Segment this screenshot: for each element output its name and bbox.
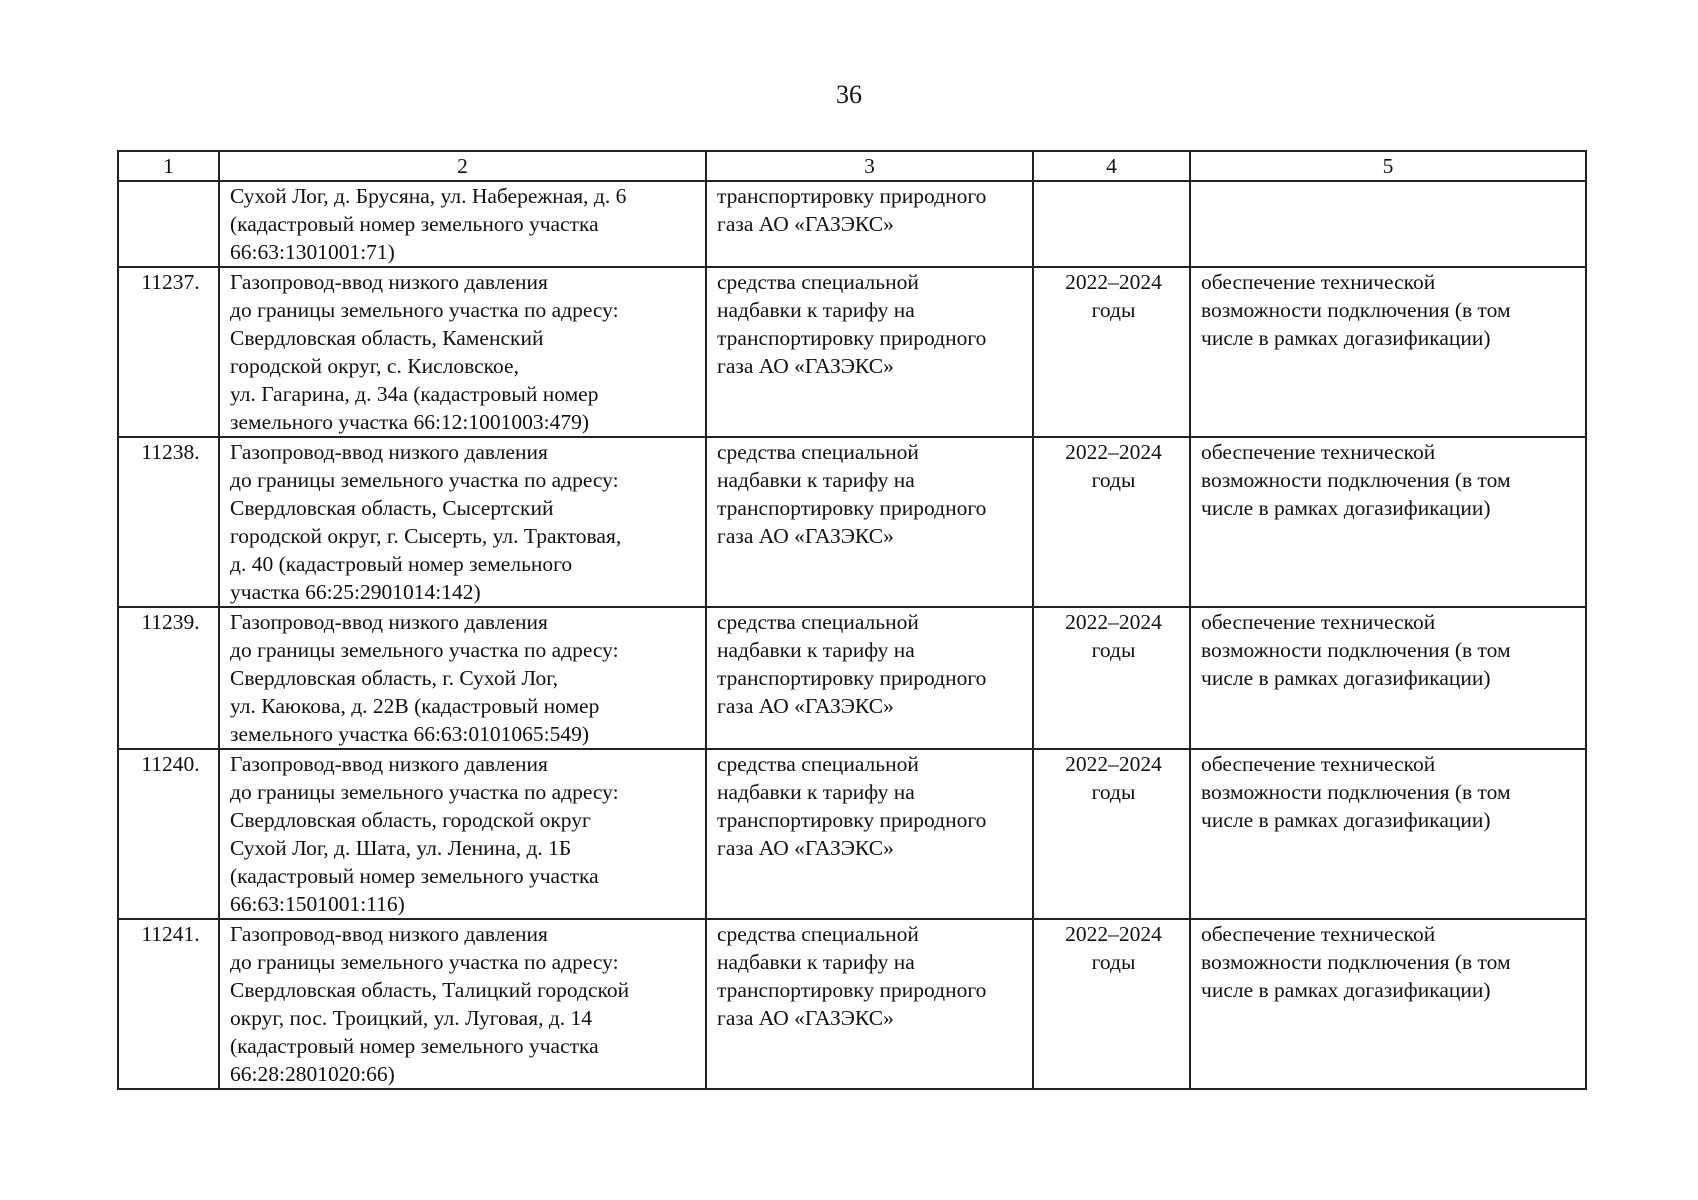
purpose-cell [1190, 607, 1586, 749]
page-number: 36 [836, 80, 862, 109]
object-description: Газопровод-ввод низкого давления до границы земельного участка по адресу: Свердловская область, городской округ Сухой Лог, д. Шата, ул. Ленина, д. 1Б (кадастровый номер земельного участка 66:63:1501001:116) [230, 752, 619, 916]
purpose-text: обеспечение технической возможности подключения (в том числе в рамках догазификации) [1201, 922, 1511, 1002]
years-cell [1033, 437, 1190, 607]
row-number-cell [118, 749, 219, 919]
purpose-text: обеспечение технической возможности подключения (в том числе в рамках догазификации) [1201, 270, 1511, 350]
column-header-3: 3 [706, 151, 1033, 181]
purpose-cell [1190, 919, 1586, 1089]
purpose-cell [1190, 181, 1586, 267]
source-cell [706, 181, 1033, 267]
implementation-years: 2022–2024 годы [1065, 610, 1162, 662]
purpose-cell [1190, 267, 1586, 437]
table-row [118, 749, 1586, 919]
table-row [118, 437, 1586, 607]
object-description: Газопровод-ввод низкого давления до границы земельного участка по адресу: Свердловская область, Сысертский городской округ, г. Сысерть, ул. Трактовая, д. 40 (кадастровый номер земельного участка 66:25:2901014:142) [230, 440, 622, 604]
object-cell [219, 919, 706, 1089]
object-cell [219, 437, 706, 607]
row-number: 11240. [141, 752, 200, 776]
column-header-1: 1 [118, 151, 219, 181]
object-description: Сухой Лог, д. Брусяна, ул. Набережная, д. 6 (кадастровый номер земельного участка 66:63:1301001:71) [230, 184, 627, 264]
purpose-cell [1190, 437, 1586, 607]
implementation-years: 2022–2024 годы [1065, 922, 1162, 974]
funding-source: средства специальной надбавки к тарифу на транспортировку природного газа АО «ГАЗЭКС» [717, 610, 987, 718]
row-number-cell [118, 267, 219, 437]
row-number: 11241. [141, 922, 200, 946]
table-row-continuation [118, 181, 1586, 267]
years-cell [1033, 267, 1190, 437]
row-number: 11238. [141, 440, 200, 464]
object-description: Газопровод-ввод низкого давления до границы земельного участка по адресу: Свердловская область, г. Сухой Лог, ул. Каюкова, д. 22В (кадастровый номер земельного участка 66:63:0101065:549) [230, 610, 619, 746]
investment-table [117, 150, 1587, 1090]
object-cell [219, 267, 706, 437]
object-cell [219, 607, 706, 749]
purpose-text: обеспечение технической возможности подключения (в том числе в рамках догазификации) [1201, 440, 1511, 520]
row-number-cell [118, 607, 219, 749]
object-description: Газопровод-ввод низкого давления до границы земельного участка по адресу: Свердловская область, Каменский городской округ, с. Кисловское, ул. Гагарина, д. 34а (кадастровый номер земельного участка 66:12:1001003:479) [230, 270, 619, 434]
table-row [118, 607, 1586, 749]
row-number-cell [118, 437, 219, 607]
table-row [118, 919, 1586, 1089]
years-cell [1033, 919, 1190, 1089]
years-cell [1033, 749, 1190, 919]
purpose-cell [1190, 749, 1586, 919]
funding-source: средства специальной надбавки к тарифу на транспортировку природного газа АО «ГАЗЭКС» [717, 752, 987, 860]
funding-source: средства специальной надбавки к тарифу на транспортировку природного газа АО «ГАЗЭКС» [717, 922, 987, 1030]
source-cell [706, 437, 1033, 607]
column-header-4: 4 [1033, 151, 1190, 181]
years-cell [1033, 607, 1190, 749]
funding-source: транспортировку природного газа АО «ГАЗЭКС» [717, 184, 987, 236]
source-cell [706, 919, 1033, 1089]
purpose-text: обеспечение технической возможности подключения (в том числе в рамках догазификации) [1201, 752, 1511, 832]
years-cell [1033, 181, 1190, 267]
table-row [118, 267, 1586, 437]
object-description: Газопровод-ввод низкого давления до границы земельного участка по адресу: Свердловская область, Талицкий городской округ, пос. Троицкий, ул. Луговая, д. 14 (кадастровый номер земельного участка 66:28:2801020:66) [230, 922, 630, 1086]
row-number: 11237. [141, 270, 200, 294]
source-cell [706, 607, 1033, 749]
object-cell [219, 181, 706, 267]
source-cell [706, 267, 1033, 437]
header-row [118, 151, 1586, 181]
purpose-text: обеспечение технической возможности подключения (в том числе в рамках догазификации) [1201, 610, 1511, 690]
object-cell [219, 749, 706, 919]
implementation-years: 2022–2024 годы [1065, 752, 1162, 804]
row-number-cell [118, 181, 219, 267]
funding-source: средства специальной надбавки к тарифу на транспортировку природного газа АО «ГАЗЭКС» [717, 270, 987, 378]
source-cell [706, 749, 1033, 919]
row-number: 11239. [141, 610, 200, 634]
funding-source: средства специальной надбавки к тарифу на транспортировку природного газа АО «ГАЗЭКС» [717, 440, 987, 548]
column-header-5: 5 [1190, 151, 1586, 181]
implementation-years: 2022–2024 годы [1065, 270, 1162, 322]
column-header-2: 2 [219, 151, 706, 181]
implementation-years: 2022–2024 годы [1065, 440, 1162, 492]
row-number-cell [118, 919, 219, 1089]
